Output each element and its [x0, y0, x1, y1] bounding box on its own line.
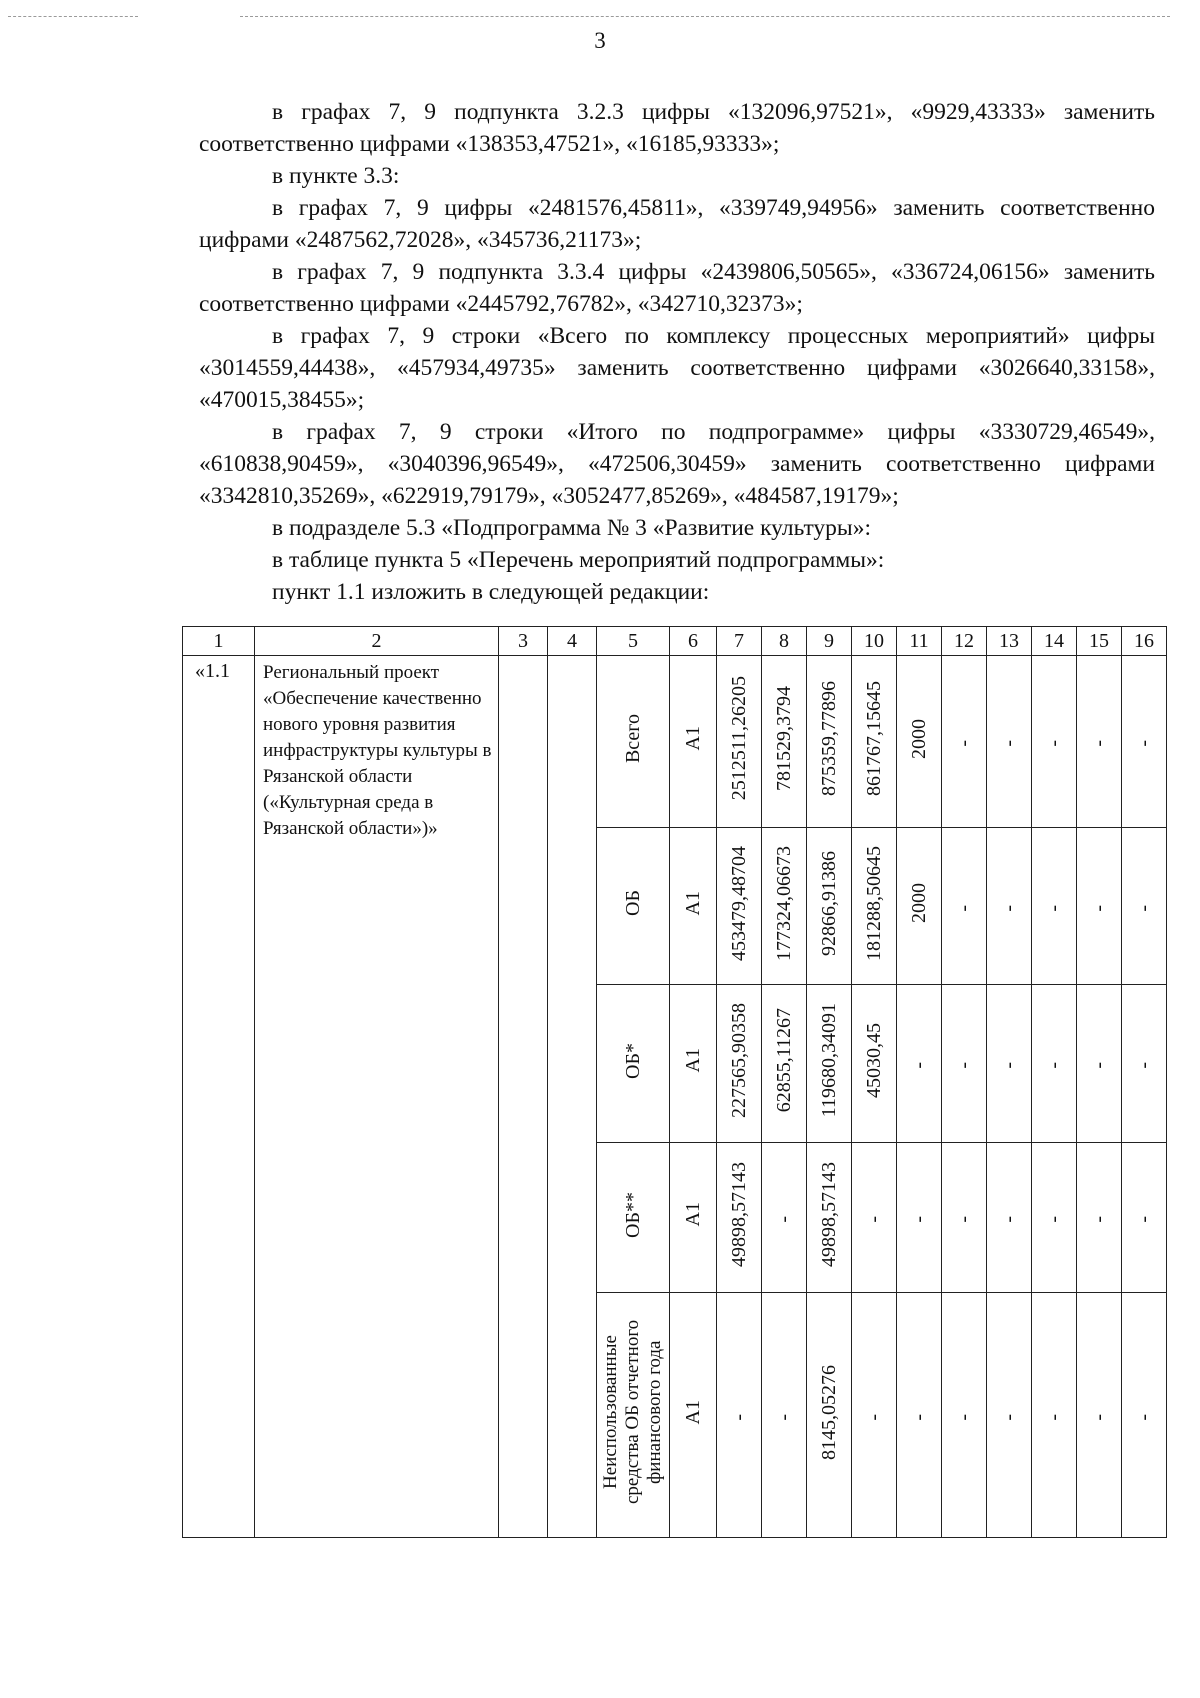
column-number: 12	[942, 627, 987, 656]
cell-value: 119680,34091	[818, 1003, 840, 1118]
cell-value: А1	[682, 1399, 704, 1425]
column-number: 16	[1122, 627, 1167, 656]
column-number: 6	[670, 627, 717, 656]
table-cell	[1122, 985, 1167, 1143]
cell-value: -	[1133, 904, 1155, 912]
amendment-text	[199, 96, 1155, 608]
cell-value: 227565,90358	[728, 1003, 750, 1118]
column-number: 14	[1032, 627, 1077, 656]
page-number: 3	[594, 28, 606, 53]
table-cell	[762, 985, 807, 1143]
cell-value: -	[1043, 1062, 1065, 1069]
table-cell	[670, 1143, 717, 1293]
cell-value: -	[998, 1216, 1020, 1223]
cell-value: -	[953, 740, 975, 747]
column-number: 1	[183, 627, 255, 656]
paragraph: в графах 7, 9 подпункта 3.3.4 цифры «2439806,50565», «336724,06156» заменить соответственно цифрами «2445792,76782», «342710,32373»;	[199, 259, 1155, 317]
table-cell	[1032, 985, 1077, 1143]
cell-value: 45030,45	[863, 1023, 885, 1098]
cell-value: А1	[682, 1048, 704, 1073]
table-cell	[852, 1143, 897, 1293]
table-cell	[1122, 656, 1167, 828]
cell-value: -	[1043, 1413, 1065, 1421]
cell-value: 49898,57143	[818, 1162, 840, 1267]
table-cell	[762, 1143, 807, 1293]
column-number: 15	[1077, 627, 1122, 656]
funding-source: Неиспользованные средства ОБ отчетного финансового года	[600, 1319, 665, 1505]
table-cell	[987, 828, 1032, 985]
table-cell	[1122, 1293, 1167, 1538]
table-cell	[717, 985, 762, 1143]
cell-value: -	[1133, 1062, 1155, 1069]
cell-value: -	[908, 1062, 930, 1069]
table-cell	[762, 656, 807, 828]
column-number: 8	[762, 627, 807, 656]
cell-value: -	[1088, 1062, 1110, 1069]
table-cell	[1032, 1143, 1077, 1293]
table-cell	[717, 656, 762, 828]
funding-source-cell	[597, 656, 670, 828]
empty-cell	[499, 656, 548, 1538]
column-number: 4	[548, 627, 597, 656]
table-cell	[1032, 656, 1077, 828]
cell-value: -	[908, 1216, 930, 1223]
funding-source-cell	[597, 828, 670, 985]
cell-value: -	[953, 904, 975, 912]
cell-value: -	[998, 1062, 1020, 1069]
cell-value: 49898,57143	[728, 1162, 750, 1267]
cell-value: -	[1043, 740, 1065, 747]
table-cell	[762, 1293, 807, 1538]
cell-value: -	[1043, 1216, 1065, 1223]
measures-table	[182, 626, 1167, 1538]
table-cell	[852, 656, 897, 828]
cell-value: -	[863, 1413, 885, 1421]
cell-value: А1	[682, 890, 704, 916]
cell-value: 62855,11267	[773, 1008, 795, 1113]
table-cell	[807, 1143, 852, 1293]
table-cell	[717, 828, 762, 985]
table-cell	[1077, 1293, 1122, 1538]
cell-value: -	[1043, 904, 1065, 912]
cell-value: -	[953, 1413, 975, 1421]
cell-value: 2512511,26205	[728, 676, 750, 801]
cell-value: 875359,77896	[818, 681, 840, 796]
table-cell	[1032, 828, 1077, 985]
item-name: Региональный проект «Обеспечение качественно нового уровня развития инфраструктуры культуры в Рязанской области («Культурная среда в Рязанской области»)»	[255, 656, 499, 1538]
cell-value: 781529,3794	[773, 686, 795, 791]
funding-source-cell	[597, 1143, 670, 1293]
cell-value: -	[1088, 1413, 1110, 1421]
cell-value: -	[1133, 740, 1155, 747]
cell-value: 92866,91386	[818, 850, 840, 956]
cell-value: А1	[682, 1202, 704, 1227]
column-number: 13	[987, 627, 1032, 656]
table-cell	[807, 1293, 852, 1538]
table-cell	[942, 1293, 987, 1538]
table-cell	[942, 828, 987, 985]
funding-source-cell	[597, 1293, 670, 1538]
cell-value: -	[998, 740, 1020, 747]
table-cell	[670, 656, 717, 828]
funding-source: Всего	[622, 713, 644, 764]
column-number-row	[183, 627, 1167, 656]
table-cell	[1077, 985, 1122, 1143]
table-cell	[807, 985, 852, 1143]
cell-value: 453479,48704	[728, 845, 750, 961]
cell-value: -	[863, 1216, 885, 1223]
table-cell	[670, 985, 717, 1143]
table-cell	[670, 828, 717, 985]
table-cell	[717, 1143, 762, 1293]
table-cell	[897, 656, 942, 828]
funding-source-cell	[597, 985, 670, 1143]
funding-source: ОБ	[622, 890, 644, 916]
cell-value: -	[728, 1413, 750, 1421]
cell-value: -	[773, 1216, 795, 1223]
paragraph: в пункте 3.3:	[272, 163, 400, 189]
table-cell	[762, 828, 807, 985]
cell-value: 861767,15645	[863, 681, 885, 796]
cell-value: -	[908, 1413, 930, 1421]
table-cell	[1077, 1143, 1122, 1293]
table-cell	[942, 656, 987, 828]
column-number: 7	[717, 627, 762, 656]
table-cell	[852, 985, 897, 1143]
cell-value: 2000	[908, 718, 930, 759]
table-cell	[1077, 656, 1122, 828]
table-cell	[670, 1293, 717, 1538]
table-cell	[987, 985, 1032, 1143]
funding-source: ОБ*	[622, 1042, 644, 1079]
column-number: 10	[852, 627, 897, 656]
column-number: 5	[597, 627, 670, 656]
table-cell	[717, 1293, 762, 1538]
cell-value: -	[773, 1413, 795, 1421]
cell-value: -	[953, 1216, 975, 1223]
table-cell	[1122, 1143, 1167, 1293]
column-number: 9	[807, 627, 852, 656]
cell-value: 2000	[908, 883, 930, 923]
table-cell	[897, 828, 942, 985]
paragraph: пункт 1.1 изложить в следующей редакции:	[272, 579, 710, 605]
cell-value: -	[998, 904, 1020, 912]
cell-value: -	[1133, 1413, 1155, 1421]
cell-value: -	[953, 1062, 975, 1069]
paragraph: в графах 7, 9 строки «Всего по комплексу процессных мероприятий» цифры «3014559,44438», «457934,49735» заменить соответственно цифрами «3026640,33158», «470015,38455»;	[199, 323, 1155, 413]
table-cell	[1122, 828, 1167, 985]
table-row	[183, 656, 1167, 828]
column-number: 2	[255, 627, 499, 656]
paragraph: в графах 7, 9 цифры «2481576,45811», «339749,94956» заменить соответственно цифрами «2487562,72028», «345736,21173»;	[199, 195, 1155, 253]
cell-value: -	[1088, 1216, 1110, 1223]
item-number: «1.1	[183, 656, 255, 1538]
table-cell	[852, 828, 897, 985]
table-cell	[897, 1293, 942, 1538]
scan-artifact-line	[8, 16, 138, 17]
funding-source: ОБ**	[622, 1191, 644, 1238]
empty-cell	[548, 656, 597, 1538]
cell-value: -	[998, 1413, 1020, 1421]
table-cell	[1077, 828, 1122, 985]
table-cell	[942, 1143, 987, 1293]
table-cell	[807, 828, 852, 985]
table-cell	[987, 656, 1032, 828]
column-number: 11	[897, 627, 942, 656]
paragraph: в подразделе 5.3 «Подпрограмма № 3 «Развитие культуры»:	[272, 515, 871, 541]
cell-value: -	[1088, 740, 1110, 747]
cell-value: 181288,50645	[863, 845, 885, 961]
cell-value: -	[1133, 1216, 1155, 1223]
column-number: 3	[499, 627, 548, 656]
cell-value: 177324,06673	[773, 845, 795, 961]
table-cell	[807, 656, 852, 828]
cell-value: -	[1088, 904, 1110, 912]
paragraph: в графах 7, 9 подпункта 3.2.3 цифры «132096,97521», «9929,43333» заменить соответственно цифрами «138353,47521», «16185,93333»;	[199, 99, 1155, 157]
table-cell	[987, 1293, 1032, 1538]
paragraph: в таблице пункта 5 «Перечень мероприятий подпрограммы»:	[272, 547, 885, 573]
table-cell	[1032, 1293, 1077, 1538]
cell-value: 8145,05276	[818, 1364, 840, 1460]
table-cell	[897, 1143, 942, 1293]
scan-artifact-line	[240, 16, 1170, 17]
table-cell	[987, 1143, 1032, 1293]
table-cell	[942, 985, 987, 1143]
table-cell	[897, 985, 942, 1143]
cell-value: А1	[682, 726, 704, 751]
paragraph: в графах 7, 9 строки «Итого по подпрограмме» цифры «3330729,46549», «610838,90459», «3040396,96549», «472506,30459» заменить соответственно цифрами «3342810,35269», «622919,79179», «3052477,85269», «484587,19179»;	[199, 419, 1155, 509]
table-cell	[852, 1293, 897, 1538]
